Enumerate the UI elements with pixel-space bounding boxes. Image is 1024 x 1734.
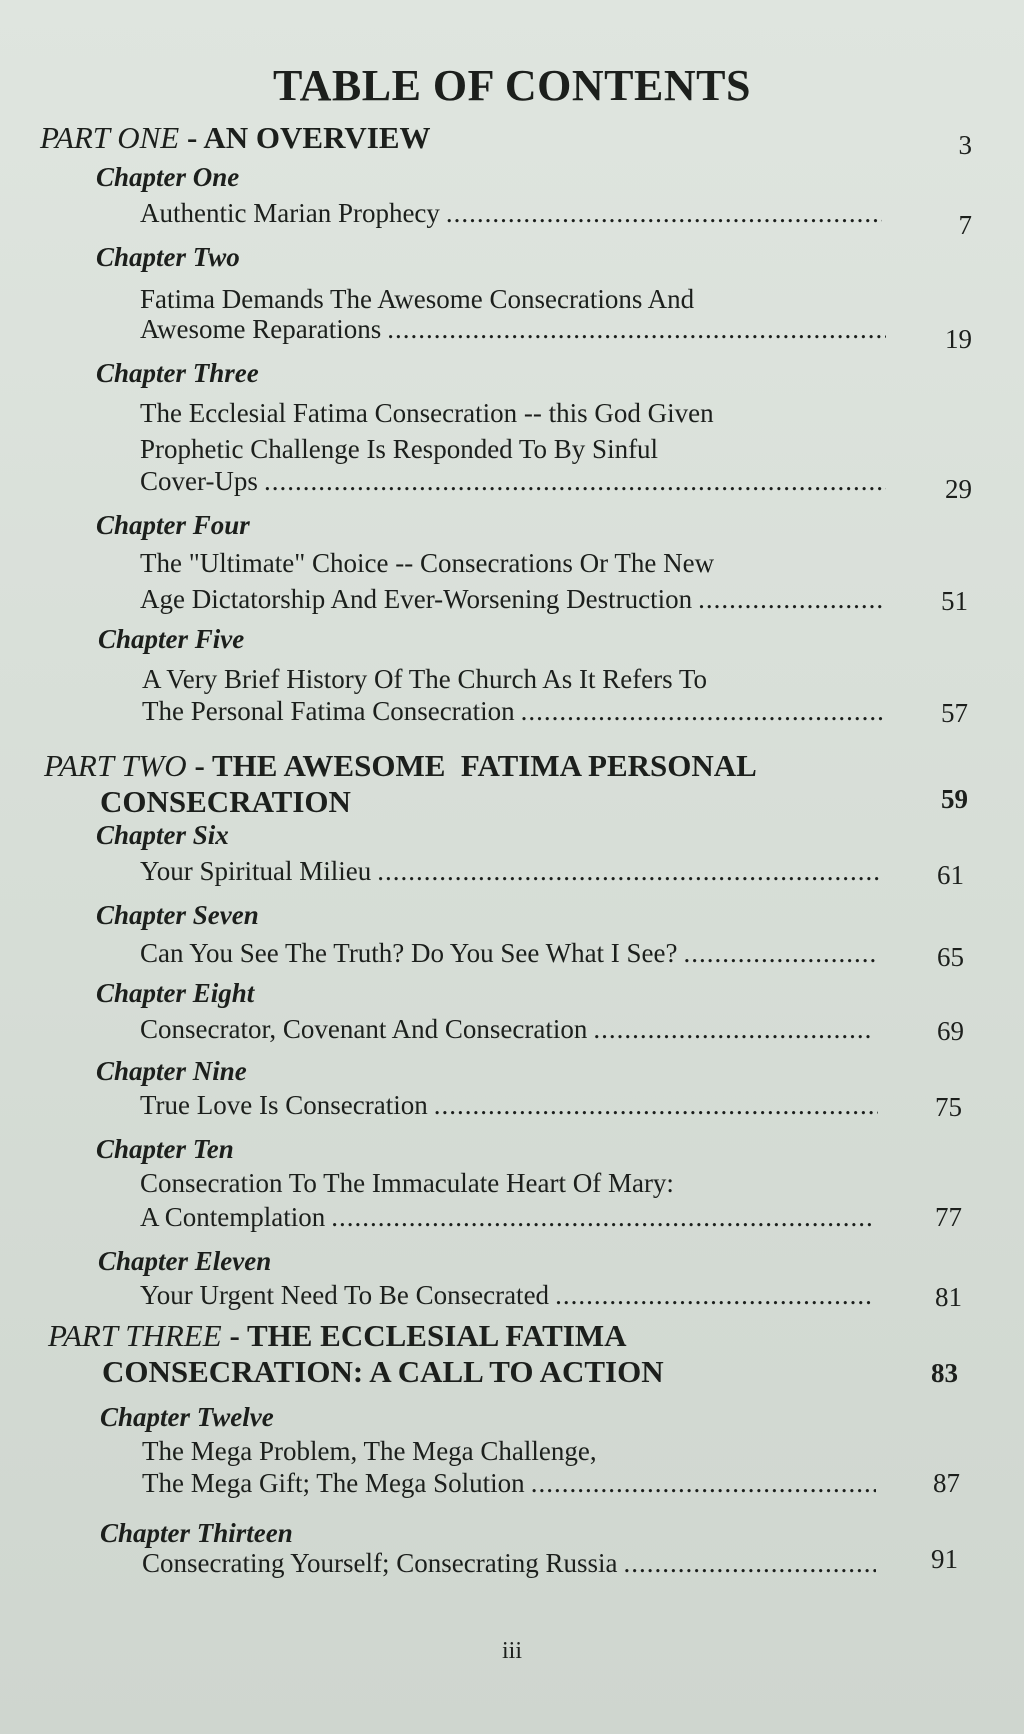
chapter-eleven-page: 81 — [935, 1282, 962, 1312]
chapter-two-label: Chapter Two — [96, 242, 240, 272]
part-three-heading: PART THREE - THE ECCLESIAL FATIMA — [48, 1318, 627, 1353]
chapter-seven-page: 65 — [937, 942, 964, 972]
chapter-eleven-label: Chapter Eleven — [98, 1246, 272, 1276]
chapter-one-entry: Authentic Marian Prophecy ..... — [140, 198, 888, 229]
chapter-three-entry: Cover-Ups ..... — [140, 466, 892, 497]
chapter-one-page: 7 — [958, 210, 972, 240]
chapter-four-label: Chapter Four — [96, 510, 250, 540]
chapter-one-label: Chapter One — [96, 162, 240, 192]
chapter-twelve-page: 87 — [933, 1468, 960, 1498]
part-one-heading: PART ONE - AN OVERVIEW — [40, 120, 431, 155]
chapter-ten-line-1: Consecration To The Immaculate Heart Of Mary: — [140, 1168, 674, 1198]
chapter-eight-entry: Consecrator, Covenant And Consecration ..... — [140, 1014, 880, 1045]
chapter-six-page: 61 — [937, 860, 964, 890]
chapter-thirteen-label: Chapter Thirteen — [100, 1518, 293, 1548]
part-three-page: 83 — [931, 1358, 958, 1388]
chapter-nine-entry: True Love Is Consecration ..... — [140, 1090, 884, 1121]
chapter-five-line-1: A Very Brief History Of The Church As It Refers To — [142, 664, 708, 694]
chapter-three-line-1: The Ecclesial Fatima Consecration -- this God Given — [140, 398, 714, 428]
chapter-three-label: Chapter Three — [96, 358, 259, 388]
chapter-four-entry: Age Dictatorship And Ever-Worsening Destruction ..... — [140, 584, 888, 615]
chapter-nine-page: 75 — [935, 1092, 962, 1122]
chapter-three-line-2: Prophetic Challenge Is Responded To By Sinful — [140, 434, 659, 464]
chapter-four-line-1: The "Ultimate" Choice -- Consecrations Or The New — [140, 548, 715, 578]
chapter-two-line-1: Fatima Demands The Awesome Consecrations And — [140, 284, 695, 314]
chapter-eight-page: 69 — [937, 1016, 964, 1046]
chapter-ten-page: 77 — [935, 1202, 962, 1232]
chapter-six-entry: Your Spiritual Milieu ..... — [140, 856, 886, 887]
chapter-five-label: Chapter Five — [98, 624, 245, 654]
part-one-page: 3 — [958, 130, 972, 160]
chapter-twelve-label: Chapter Twelve — [100, 1402, 274, 1432]
chapter-thirteen-page: 91 — [931, 1544, 958, 1574]
chapter-eleven-entry: Your Urgent Need To Be Consecrated ..... — [140, 1280, 880, 1311]
chapter-ten-entry: A Contemplation ..... — [140, 1202, 880, 1233]
chapter-seven-entry: Can You See The Truth? Do You See What I See? ..... — [140, 938, 884, 969]
chapter-thirteen-entry: Consecrating Yourself; Consecrating Russia ..... — [142, 1548, 882, 1579]
chapter-ten-label: Chapter Ten — [96, 1134, 234, 1164]
chapter-twelve-line-1: The Mega Problem, The Mega Challenge, — [142, 1436, 597, 1466]
chapter-eight-label: Chapter Eight — [96, 978, 255, 1008]
chapter-three-page: 29 — [945, 474, 972, 504]
chapter-seven-label: Chapter Seven — [96, 900, 259, 930]
part-two-heading-line-2: CONSECRATION — [100, 784, 351, 819]
chapter-five-page: 57 — [941, 698, 968, 728]
chapter-six-label: Chapter Six — [96, 820, 229, 850]
page-number-folio: iii — [501, 1638, 522, 1664]
chapter-two-page: 19 — [945, 324, 972, 354]
chapter-twelve-entry: The Mega Gift; The Mega Solution ..... — [142, 1468, 882, 1499]
part-three-heading-line-2: CONSECRATION: A CALL TO ACTION — [102, 1354, 664, 1389]
chapter-two-entry: Awesome Reparations ..... — [140, 314, 892, 345]
chapter-nine-label: Chapter Nine — [96, 1056, 247, 1086]
part-two-heading: PART TWO - THE AWESOME FATIMA PERSONAL — [44, 748, 757, 783]
page-title: TABLE OF CONTENTS — [273, 61, 751, 110]
chapter-five-entry: The Personal Fatima Consecration ..... — [142, 696, 890, 727]
part-two-page: 59 — [941, 784, 968, 814]
chapter-four-page: 51 — [941, 586, 968, 616]
